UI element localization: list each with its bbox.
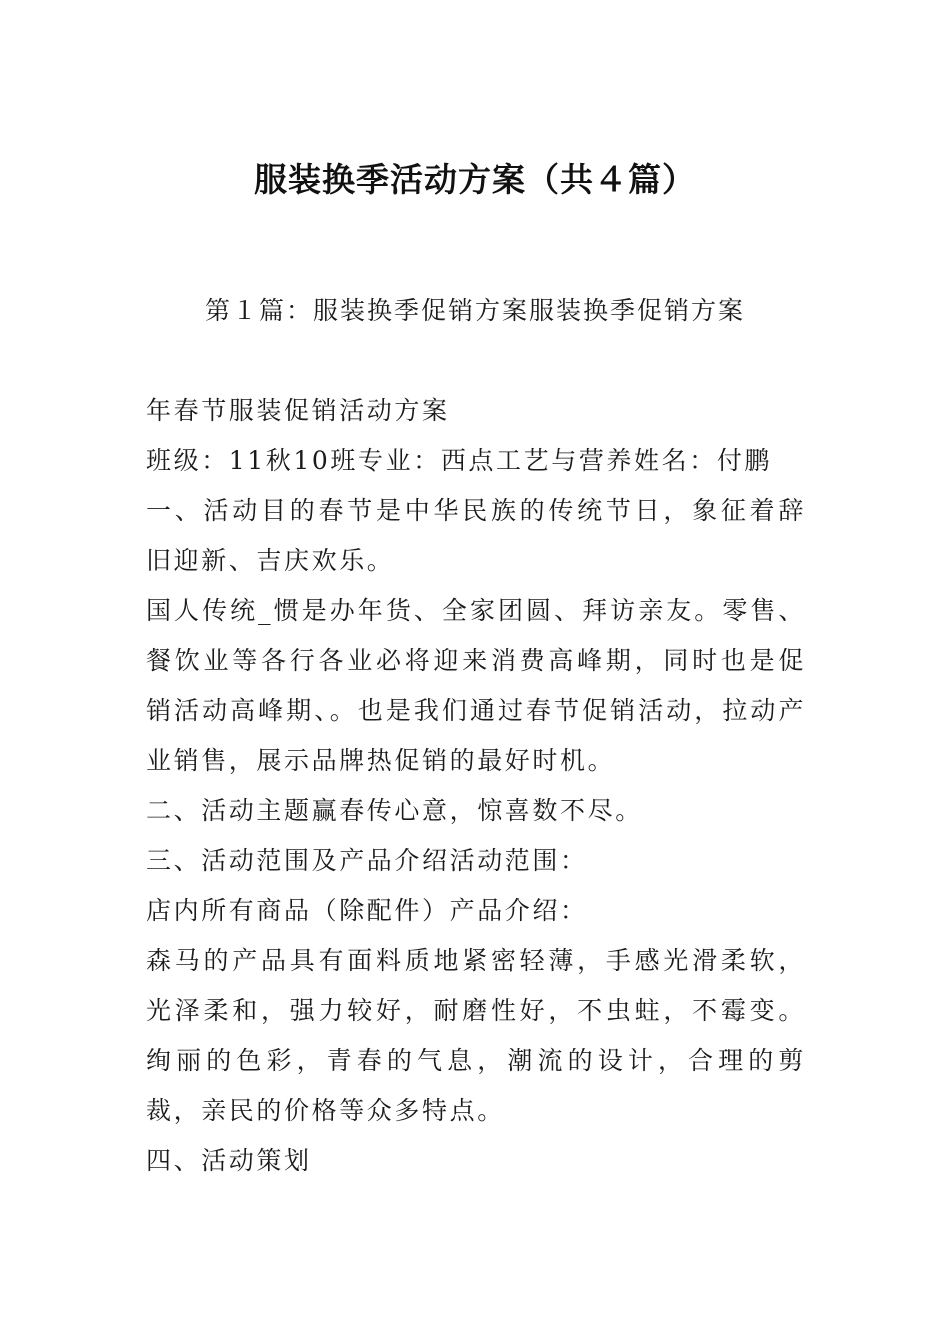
- section-heading: 第１篇：服装换季促销方案服装换季促销方案: [204, 296, 745, 325]
- document-title: 服装换季活动方案（共４篇）: [254, 160, 696, 199]
- paragraph: 年春节服装促销活动方案: [146, 396, 450, 425]
- paragraph: 三、活动范围及产品介绍活动范围：: [146, 846, 588, 875]
- paragraph: 班级：11秋10班专业：西点工艺与营养姓名：付鹏: [146, 446, 773, 475]
- document-body: [146, 386, 806, 1186]
- paragraph: 森马的产品具有面料质地紧密轻薄，手感光滑柔软，光泽柔和，强力较好，耐磨性好，不虫蛀，不霉变。绚丽的色彩，青春的气息，潮流的设计，合理的剪裁，亲民的价格等众多特点。: [146, 946, 806, 1125]
- paragraph: 四、活动策划: [146, 1146, 312, 1175]
- paragraph: 二、活动主题赢春传心意，惊喜数不尽。: [146, 796, 643, 825]
- paragraph: 一、活动目的春节是中华民族的传统节日，象征着辞旧迎新、吉庆欢乐。: [146, 496, 806, 575]
- paragraph: 店内所有商品（除配件）产品介绍：: [146, 896, 588, 925]
- paragraph: 国人传统_惯是办年货、全家团圆、拜访亲友。零售、餐饮业等各行各业必将迎来消费高峰期，同时也是促销活动高峰期、。也是我们通过春节促销活动，拉动产业销售，展示品牌热促销的最好时机。: [146, 596, 806, 775]
